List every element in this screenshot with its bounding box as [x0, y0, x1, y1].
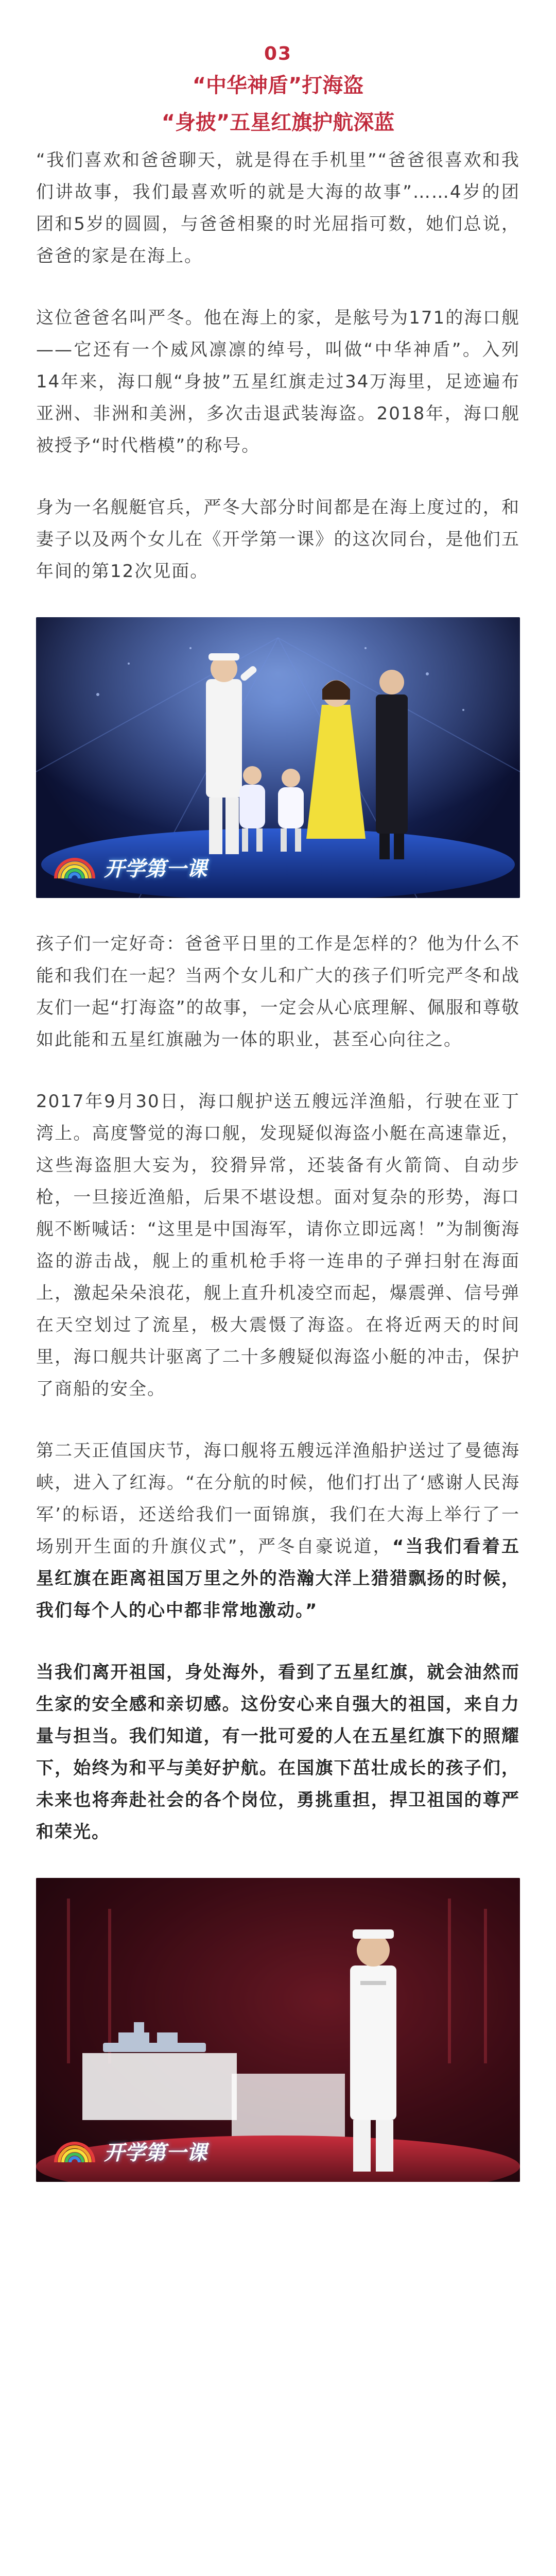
article-body	[36, 144, 520, 2212]
paragraph-with-quote	[36, 1435, 520, 1626]
rainbow-logo-icon	[51, 852, 98, 883]
bold-quote: “当我们看着五星红旗在距离祖国万里之外的浩瀚大洋上猎猎飘扬的时候，我们每个人的心中都非常地激动。”	[36, 1536, 520, 1621]
section-title-line2: “身披”五星红旗护航深蓝	[161, 111, 395, 134]
program-logo-text: 开学第一课	[104, 2141, 207, 2165]
paragraph: 这位爸爸名叫严冬。他在海上的家，是舷号为171的海口舰——它还有一个威风凛凛的绰号，叫做“中华神盾”。入列14年来，海口舰“身披”五星红旗走过34万海里，足迹遍布亚洲、非洲和美洲，多次击退武装海盗。2018年，海口舰被授予“时代楷模”的称号。	[36, 308, 520, 456]
program-logo	[51, 2136, 207, 2166]
paragraph: “我们喜欢和爸爸聊天，就是得在手机里”“爸爸很喜欢和我们讲故事，我们最喜欢听的就是大海的故事”……4岁的团团和5岁的圆圆，与爸爸相聚的时光屈指可数，她们总说，爸爸的家是在海上。	[36, 150, 520, 266]
section-title-line1: “中华神盾”打海盗	[192, 74, 364, 97]
section-number: 03	[264, 43, 292, 64]
paragraph-bold: 当我们离开祖国，身处海外，看到了五星红旗，就会油然而生家的安全感和亲切感。这份安心来自强大的祖国，来自力量与担当。我们知道，有一批可爱的人在五星红旗下的照耀下，始终为和平与美好护航。在国旗下茁壮成长的孩子们，未来也将奔赴社会的各个岗位，勇挑重担，捍卫祖国的尊严和荣光。	[36, 1662, 520, 1842]
stage-family-photo	[36, 617, 520, 898]
paragraph-text: 第二天正值国庆节，海口舰将五艘远洋渔船护送过了曼德海峡，进入了红海。“在分航的时候，他们打出了‘感谢人民海军’的标语，还送给我们一面锦旗，我们在大海上举行了一场别开生面的升旗仪式”，严冬自豪说道，	[36, 1440, 520, 1557]
paragraph: 2017年9月30日，海口舰护送五艘远洋渔船，行驶在亚丁湾上。高度警觉的海口舰，发现疑似海盗小艇在高速靠近，这些海盗胆大妄为，狡猾异常，还装备有火箭筒、自动步枪，一旦接近渔船，后果不堪设想。面对复杂的形势，海口舰不断喊话：“这里是中国海军，请你立即远离！”为制衡海盗的游击战，舰上的重机枪手将一连串的子弹扫射在海面上，激起朵朵浪花，舰上直升机凌空而起，爆震弹、信号弹在天空划过了流星，极大震慑了海盗。在将近两天的时间里，海口舰共计驱离了二十多艘疑似海盗小艇的冲击，保护了商船的安全。	[36, 1091, 520, 1399]
stage-sailor-photo	[36, 1878, 520, 2182]
paragraph: 孩子们一定好奇：爸爸平日里的工作是怎样的？他为什么不能和我们在一起？当两个女儿和广大的孩子们听完严冬和战友们一起“打海盗”的故事，一定会从心底理解、佩服和尊敬如此能和五星红旗融为一体的职业，甚至心向往之。	[36, 934, 520, 1050]
paragraph: 身为一名舰艇官兵，严冬大部分时间都是在海上度过的，和妻子以及两个女儿在《开学第一课》的这次同台，是他们五年间的第12次见面。	[36, 497, 520, 582]
program-logo-text: 开学第一课	[104, 857, 207, 881]
section-header	[0, 41, 556, 141]
rainbow-logo-icon	[51, 2136, 98, 2166]
program-logo	[51, 852, 207, 883]
